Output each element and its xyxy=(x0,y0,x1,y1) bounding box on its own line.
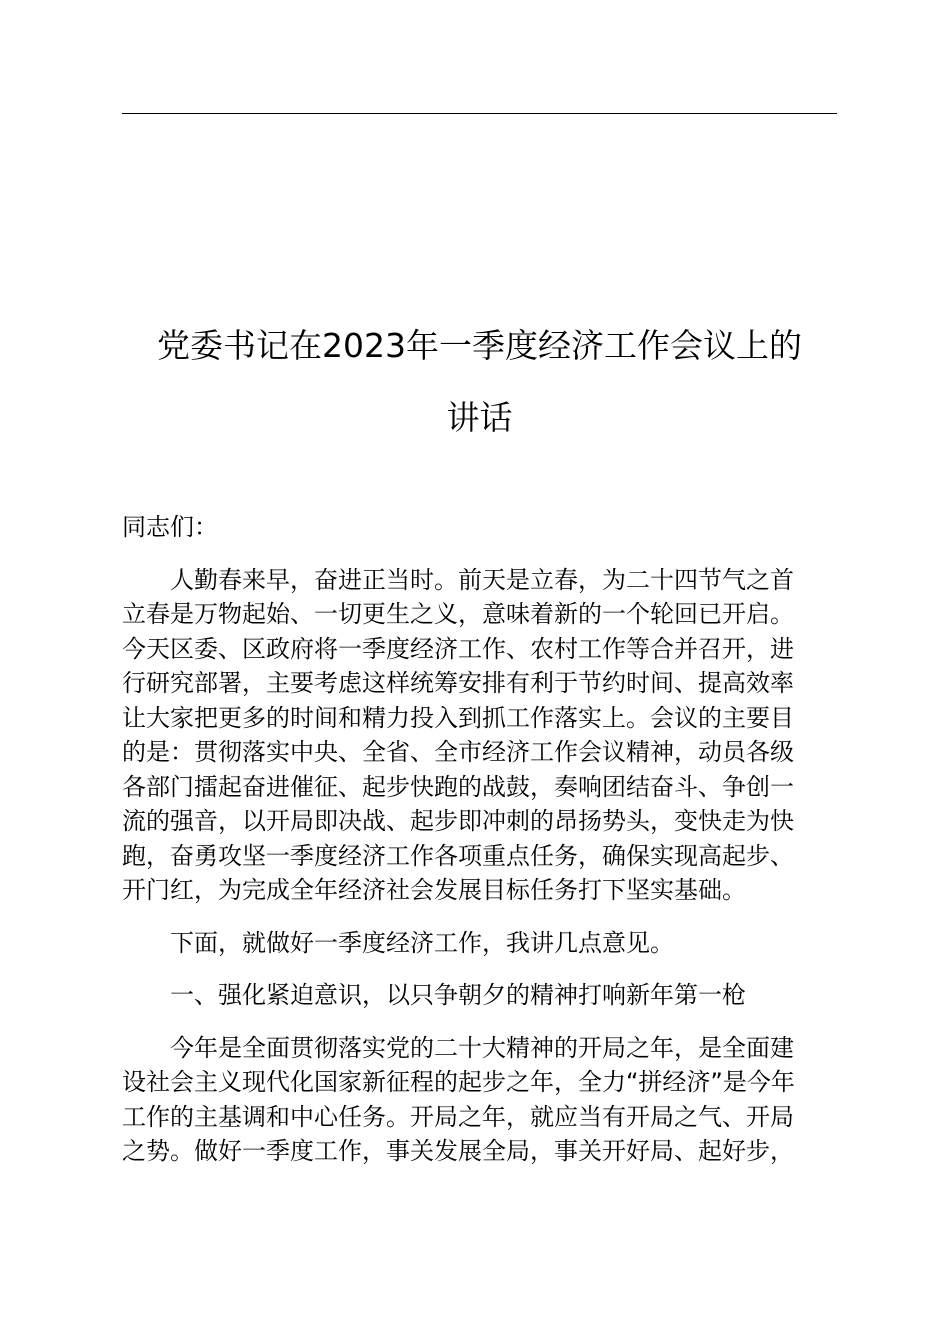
paragraph-line: 跑，奋勇攻坚一季度经济工作各项重点任务，确保实现高起步、 xyxy=(122,841,794,870)
paragraph-intro xyxy=(122,563,838,908)
paragraph-line: 工作的主基调和中心任务。开局之年，就应当有开局之气、开局 xyxy=(122,1102,794,1131)
greeting: 同志们： xyxy=(122,513,218,541)
paragraph-line: 各部门擂起奋进催征、起步快跑的战鼓，奏响团结奋斗、争创一 xyxy=(122,772,794,801)
document-title xyxy=(122,310,837,454)
paragraph-line: 行研究部署，主要考虑这样统筹安排有利于节约时间、提高效率 xyxy=(122,669,794,697)
document-body xyxy=(122,510,838,1187)
paragraph-line: 的是：贯彻落实中央、全省、全市经济工作会议精神，动员各级 xyxy=(122,738,794,766)
paragraph-line: 让大家把更多的时间和精力投入到抓工作落实上。会议的主要目 xyxy=(122,703,794,732)
paragraph-section-1 xyxy=(122,1031,838,1169)
paragraph-line: 人勤春来早，奋进正当时。前天是立春，为二十四节气之首 xyxy=(170,565,794,594)
paragraph-line: 流的强音，以开局即决战、起步即冲刺的昂扬势头，变快走为快 xyxy=(122,807,794,835)
title-line-2: 讲话 xyxy=(446,398,513,437)
paragraph-line: 立春是万物起始、一切更生之义，意味着新的一个轮回已开启。 xyxy=(122,600,794,628)
title-line-1: 党委书记在2023年一季度经济工作会议上的 xyxy=(157,326,802,365)
paragraph-transition xyxy=(122,926,838,961)
section-heading-1 xyxy=(122,978,838,1013)
paragraph-line: 开门红，为完成全年经济社会发展目标任务打下坚实基础。 xyxy=(122,876,746,904)
paragraph-line: 设社会主义现代化国家新征程的起步之年，全力“拼经济”是今年 xyxy=(122,1068,795,1096)
section-heading-text: 一、强化紧迫意识，以只争朝夕的精神打响新年第一枪 xyxy=(170,981,746,1009)
paragraph-line: 之势。做好一季度工作，事关发展全局，事关开好局、起好步， xyxy=(122,1137,794,1165)
paragraph-line: 下面，就做好一季度经济工作，我讲几点意见。 xyxy=(170,928,674,957)
paragraph-line: 今天区委、区政府将一季度经济工作、农村工作等合并召开，进 xyxy=(122,634,794,663)
header-rule xyxy=(122,113,837,114)
paragraph-line: 今年是全面贯彻落实党的二十大精神的开局之年，是全面建 xyxy=(170,1033,794,1062)
